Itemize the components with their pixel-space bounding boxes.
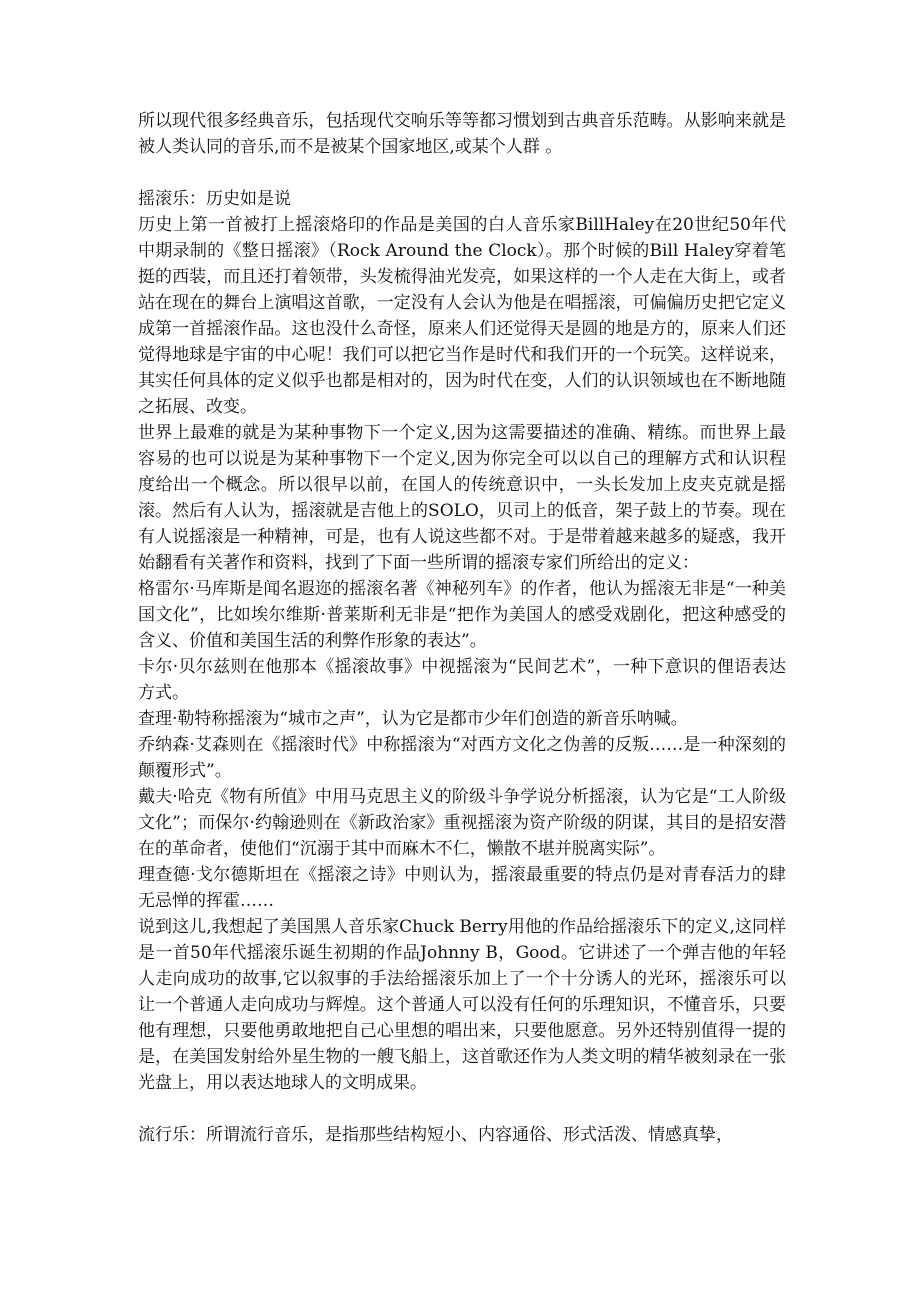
rock-paragraph-marcus: 格雷尔·马库斯是闻名遐迩的摇滚名著《神秘列车》的作者，他认为摇滚无非是“一种美国文化”，比如埃尔维斯·普莱斯利无非是“把作为美国人的感受戏剧化，把这种感受的含义、价值和美国生活的利弊作形象的表达”。 (138, 579, 786, 651)
pop-paragraph-start: 流行乐：所谓流行音乐，是指那些结构短小、内容通俗、形式活泼、情感真挚， (138, 1125, 733, 1145)
rock-paragraph-history: 历史上第一首被打上摇滚烙印的作品是美国的白人音乐家BillHaley在20世纪50年代中期录制的《整日摇滚》（Rock Around the Clock）。那个时候的Bill Haley穿着笔挺的西装，而且还打着领带，头发梳得油光发亮，如果这样的一个人走在大街上，或者站在现在的舞台上演唱这首歌，一定没有人会认为他是在唱摇滚，可偏偏历史把它定义成第一首摇滚作品。这也没什么奇怪，原来人们还觉得天是圆的地是方的，原来人们还觉得地球是宇宙的中心呢！我们可以把它当作是时代和我们开的一个玩笑。这样说来，其实任何具体的定义似乎也都是相对的，因为时代在变，人们的认识领域也在不断地随之拓展、改变。 (138, 215, 786, 417)
paragraph-gap (138, 160, 786, 186)
intro-paragraph: 所以现代很多经典音乐，包括现代交响乐等等都习惯划到古典音乐范畴。从影响来就是被人类认同的音乐,而不是被某个国家地区,或某个人群 。 (138, 111, 786, 157)
rock-paragraph-eisen: 乔纳森·艾森则在《摇滚时代》中称摇滚为“对西方文化之伪善的反叛……是一种深刻的颠覆形式”。 (138, 735, 786, 781)
rock-heading: 摇滚乐：历史如是说 (138, 189, 291, 209)
rock-paragraph-gillett: 查理·勒特称摇滚为“城市之声”，认为它是都市少年们创造的新音乐呐喊。 (138, 709, 688, 729)
rock-paragraph-belz: 卡尔·贝尔兹则在他那本《摇滚故事》中视摇滚为“民间艺术”，一种下意识的俚语表达方式。 (138, 657, 786, 703)
document-page (138, 108, 786, 1148)
rock-paragraph-harker: 戴夫·哈克《物有所值》中用马克思主义的阶级斗争学说分析摇滚，认为它是“工人阶级文化”；而保尔·约翰逊则在《新政治家》重视摇滚为资产阶级的阴谋，其目的是招安潜在的革命者，使他们“沉溺于其中而麻木不仁，懒散不堪并脱离实际”。 (138, 787, 786, 859)
rock-paragraph-chuck-berry: 说到这儿,我想起了美国黑人音乐家Chuck Berry用他的作品给摇滚乐下的定义,这同样是一首50年代摇滚乐诞生初期的作品Johnny B，Good。它讲述了一个弹吉他的年轻人走向成功的故事,它以叙事的手法给摇滚乐加上了一个十分诱人的光环，摇滚乐可以让一个普通人走向成功与辉煌。这个普通人可以没有任何的乐理知识，不懂音乐，只要他有理想，只要他勇敢地把自己心里想的唱出来，只要他愿意。另外还特别值得一提的是，在美国发射给外星生物的一艘飞船上，这首歌还作为人类文明的精华被刻录在一张光盘上，用以表达地球人的文明成果。 (138, 917, 786, 1093)
paragraph-gap (138, 1096, 786, 1122)
rock-paragraph-goldstein: 理查德·戈尔德斯坦在《摇滚之诗》中则认为，摇滚最重要的特点仍是对青春活力的肆无忌惮的挥霍…… (138, 865, 786, 911)
rock-paragraph-definition: 世界上最难的就是为某种事物下一个定义,因为这需要描述的准确、精练。而世界上最容易的也可以说是为某种事物下一个定义,因为你完全可以以自己的理解方式和认识程度给出一个概念。所以很早以前，在国人的传统意识中，一头长发加上皮夹克就是摇滚。然后有人认为，摇滚就是吉他上的SOLO，贝司上的低音，架子鼓上的节奏。现在有人说摇滚是一种精神，可是，也有人说这些都不对。于是带着越来越多的疑惑，我开始翻看有关著作和资料，找到了下面一些所谓的摇滚专家们所给出的定义： (138, 423, 786, 573)
